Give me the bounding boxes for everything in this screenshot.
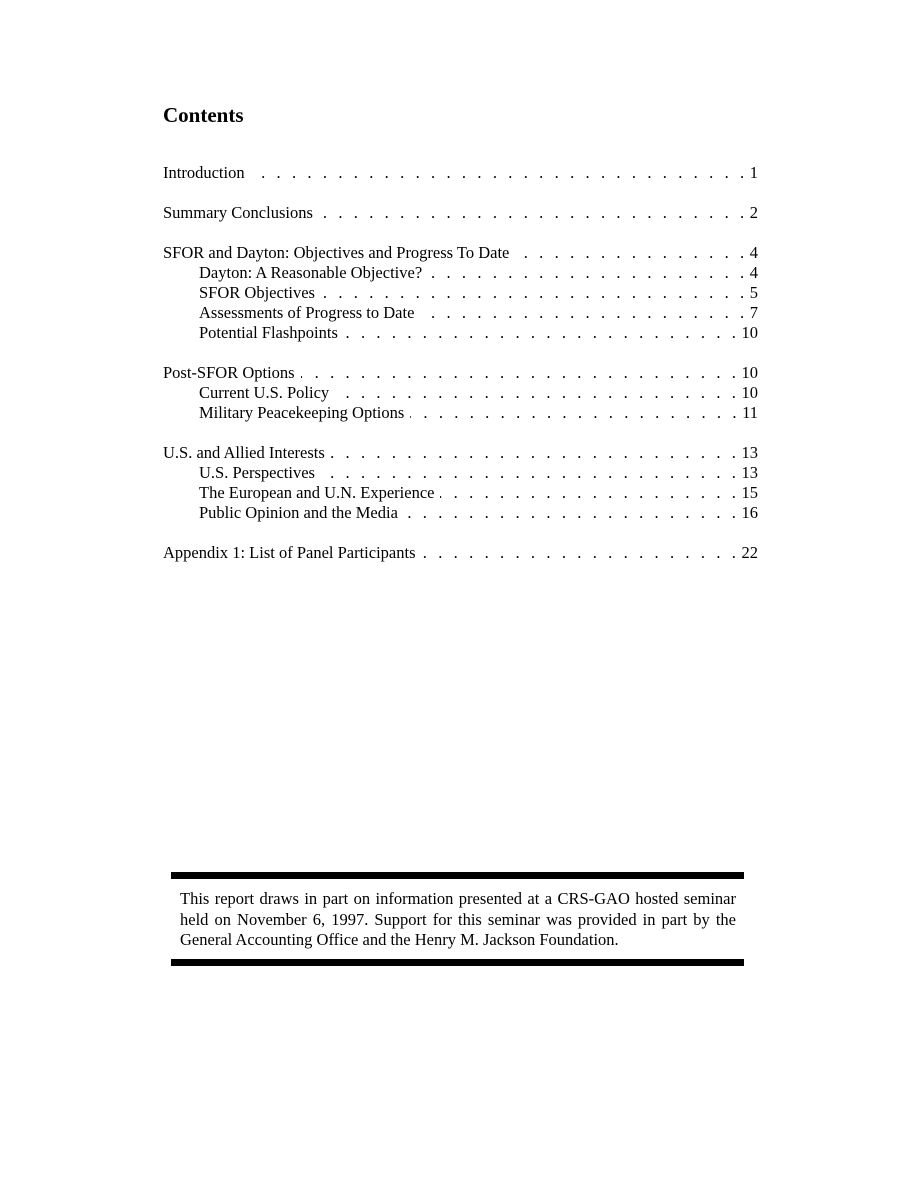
toc-entry-page: 16 <box>741 503 758 522</box>
toc-entry-label: Assessments of Progress to Date <box>199 303 415 322</box>
toc-dot-leader <box>422 543 740 563</box>
toc-entry-page: 13 <box>741 443 758 462</box>
toc-subentry[interactable] <box>163 483 758 503</box>
toc-entry-label: Appendix 1: List of Panel Participants <box>163 543 416 562</box>
toc-entry-label: Introduction <box>163 163 245 182</box>
toc-entry-page: 13 <box>741 463 758 482</box>
seminar-note-text: This report draws in part on information presented at a CRS-GAO hosted seminar held on November 6, 1997. Support for this seminar was provided in part by the General Accounting Office and the Henry M. Jackson Foundation. <box>180 889 736 949</box>
toc-entry-page: 4 <box>749 263 758 282</box>
note-top-rule <box>171 872 744 879</box>
toc-dot-leader <box>420 303 747 323</box>
toc-dot-leader <box>404 503 740 523</box>
toc-dot-leader <box>301 363 740 383</box>
toc-entry-page: 10 <box>741 383 758 402</box>
toc-subentry[interactable] <box>163 383 758 403</box>
toc-dot-leader <box>331 443 740 463</box>
toc-subentry[interactable] <box>163 303 758 323</box>
toc-dot-leader <box>319 203 748 223</box>
toc-subentry[interactable] <box>163 323 758 343</box>
toc-dot-leader <box>410 403 740 423</box>
toc-entry-label: U.S. and Allied Interests <box>163 443 325 462</box>
toc-dot-leader <box>321 283 748 303</box>
toc-group <box>163 203 758 223</box>
seminar-note-box <box>171 872 744 967</box>
toc-entry[interactable] <box>163 443 758 463</box>
toc-entry-label: Summary Conclusions <box>163 203 313 222</box>
toc-entry-label: U.S. Perspectives <box>199 463 315 482</box>
toc-entry-page: 4 <box>749 243 758 262</box>
toc-entry[interactable] <box>163 363 758 383</box>
toc-subentry[interactable] <box>163 463 758 483</box>
toc-group <box>163 163 758 183</box>
table-of-contents <box>163 163 758 583</box>
toc-entry[interactable] <box>163 543 758 563</box>
toc-entry-page: 7 <box>749 303 758 322</box>
toc-dot-leader <box>440 483 739 503</box>
toc-group <box>163 363 758 423</box>
toc-entry-page: 15 <box>741 483 758 502</box>
toc-entry-page: 10 <box>741 363 758 382</box>
toc-subentry[interactable] <box>163 403 758 423</box>
toc-entry-label: The European and U.N. Experience <box>199 483 435 502</box>
toc-dot-leader <box>344 323 740 343</box>
toc-entry-label: Military Peacekeeping Options <box>199 403 405 422</box>
toc-dot-leader <box>335 383 739 403</box>
toc-entry-page: 5 <box>749 283 758 302</box>
toc-group <box>163 443 758 523</box>
toc-entry-label: Dayton: A Reasonable Objective? <box>199 263 423 282</box>
toc-entry-page: 2 <box>749 203 758 222</box>
page-title: Contents <box>163 103 244 127</box>
toc-group <box>163 243 758 343</box>
toc-entry-label: Potential Flashpoints <box>199 323 338 342</box>
toc-entry-page: 11 <box>742 403 758 422</box>
toc-dot-leader <box>321 463 740 483</box>
toc-entry-page: 10 <box>741 323 758 342</box>
toc-entry-label: Current U.S. Policy <box>199 383 330 402</box>
toc-dot-leader <box>251 163 748 183</box>
toc-entry[interactable] <box>163 163 758 183</box>
toc-subentry[interactable] <box>163 503 758 523</box>
toc-entry-label: SFOR Objectives <box>199 283 315 302</box>
toc-entry[interactable] <box>163 243 758 263</box>
toc-group <box>163 543 758 563</box>
toc-subentry[interactable] <box>163 263 758 283</box>
note-bottom-rule <box>171 959 744 966</box>
toc-entry-page: 22 <box>741 543 758 562</box>
toc-entry[interactable] <box>163 203 758 223</box>
toc-entry-label: Post-SFOR Options <box>163 363 295 382</box>
toc-dot-leader <box>515 243 747 263</box>
toc-subentry[interactable] <box>163 283 758 303</box>
toc-entry-label: SFOR and Dayton: Objectives and Progress To Date <box>163 243 510 262</box>
toc-dot-leader <box>428 263 748 283</box>
toc-entry-page: 1 <box>749 163 758 182</box>
toc-entry-label: Public Opinion and the Media <box>199 503 398 522</box>
